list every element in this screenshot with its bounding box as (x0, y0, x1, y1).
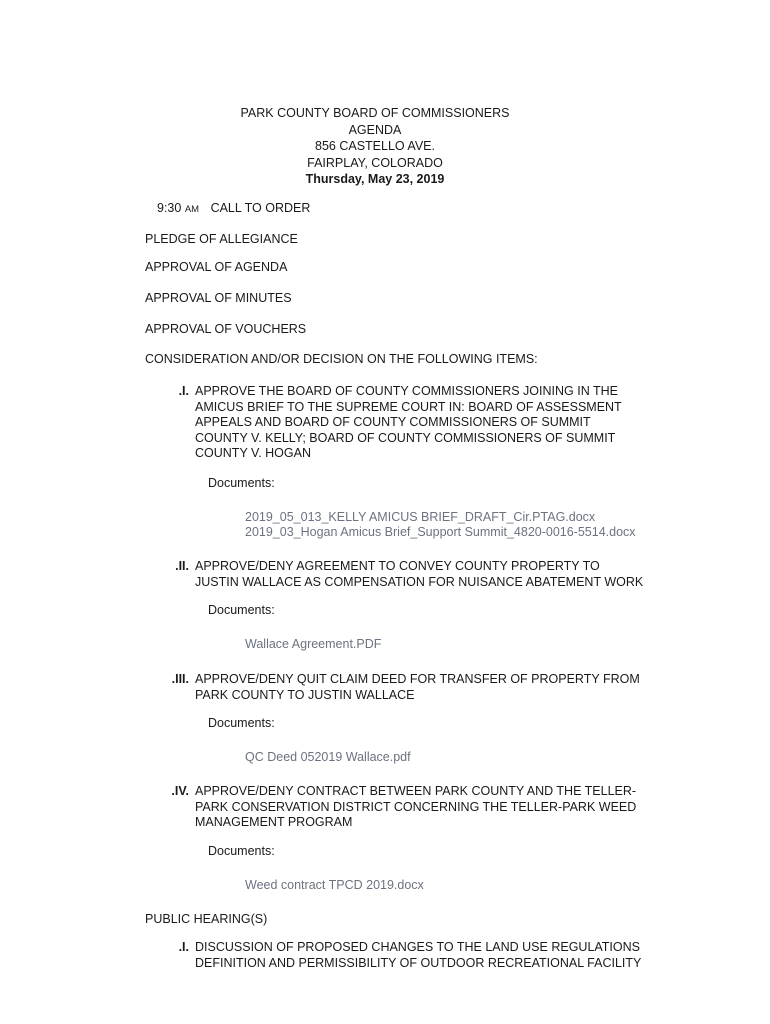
call-label: CALL TO ORDER (210, 201, 311, 215)
item-text: APPROVE THE BOARD OF COUNTY COMMISSIONERS JOINING IN THE AMICUS BRIEF TO THE SUPREME COURT IN: BOARD OF ASSESSMENT APPEALS AND BOARD OF COUNTY COMMISSIONERS OF SUMMIT COUNTY V. KELLY; BOARD OF COUNTY COMMISSIONERS OF SUMMIT COUNTY V. HOGAN (195, 384, 622, 460)
item-number: .I. (178, 384, 189, 398)
hearing-item-text: DISCUSSION OF PROPOSED CHANGES TO THE LAND USE REGULATIONS DEFINITION AND PERMISSIBILITY OF OUTDOOR RECREATIONAL FACILITY (195, 940, 642, 970)
address-street: 856 CASTELLO AVE. (315, 139, 435, 153)
documents-label: Documents: (208, 844, 275, 858)
call-to-order (157, 201, 310, 215)
hearing-item-number: .I. (178, 940, 189, 954)
section-approval-minutes: APPROVAL OF MINUTES (145, 291, 292, 305)
item-text: APPROVE/DENY QUIT CLAIM DEED FOR TRANSFER OF PROPERTY FROM PARK COUNTY TO JUSTIN WALLACE (195, 672, 640, 702)
document-link[interactable]: 2019_03_Hogan Amicus Brief_Support Summit_4820-0016-5514.docx (245, 525, 636, 539)
documents-label: Documents: (208, 603, 275, 617)
call-time-ampm: AM (184, 204, 200, 215)
documents-label: Documents: (208, 716, 275, 730)
item-number: .IV. (171, 784, 189, 798)
item-number: .II. (175, 559, 189, 573)
document-link[interactable]: Weed contract TPCD 2019.docx (245, 878, 424, 892)
documents-label: Documents: (208, 476, 275, 490)
address-city: FAIRPLAY, COLORADO (307, 155, 443, 170)
section-public-hearing: PUBLIC HEARING(S) (145, 912, 268, 926)
document-link[interactable]: Wallace Agreement.PDF (245, 637, 382, 651)
document-link[interactable]: 2019_05_013_KELLY AMICUS BRIEF_DRAFT_Cir.PTAG.docx (245, 510, 596, 524)
call-time: 9:30 (157, 201, 182, 215)
section-pledge: PLEDGE OF ALLEGIANCE (145, 232, 298, 246)
meeting-date: Thursday, May 23, 2019 (305, 172, 445, 186)
section-approval-vouchers: APPROVAL OF VOUCHERS (145, 322, 307, 336)
item-number: .III. (171, 672, 189, 686)
section-consideration: CONSIDERATION AND/OR DECISION ON THE FOLLOWING ITEMS: (145, 352, 538, 366)
document-link[interactable]: QC Deed 052019 Wallace.pdf (245, 750, 411, 764)
section-approval-agenda: APPROVAL OF AGENDA (145, 260, 288, 274)
item-text: APPROVE/DENY CONTRACT BETWEEN PARK COUNTY AND THE TELLER-PARK CONSERVATION DISTRICT CONCERNING THE TELLER-PARK WEED MANAGEMENT PROGRAM (195, 784, 637, 829)
board-title: PARK COUNTY BOARD OF COMMISSIONERS (240, 106, 510, 120)
agenda-header (0, 105, 750, 188)
item-text: APPROVE/DENY AGREEMENT TO CONVEY COUNTY PROPERTY TO JUSTIN WALLACE AS COMPENSATION FOR NUISANCE ABATEMENT WORK (195, 559, 644, 589)
agenda-title: AGENDA (348, 122, 402, 137)
